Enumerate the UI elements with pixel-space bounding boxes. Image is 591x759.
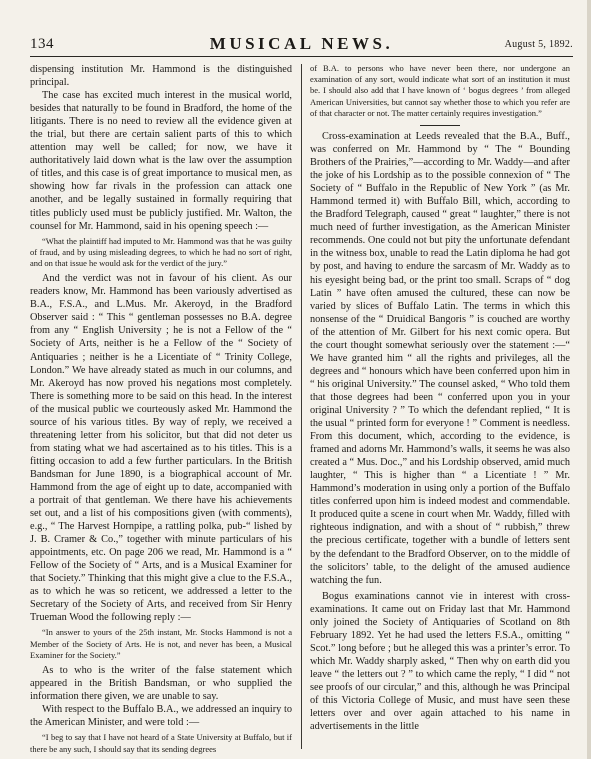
quotation: “What the plaintiff had imputed to Mr. Hammond was that he was guilty of fraud, and by using misleading degrees, to which he had no sort of right, and on that issue he would ask for the verdict of the jury.”	[30, 235, 292, 269]
paragraph: As to who is the writer of the false statement which appeared in the British Bandsman, or who supplied the information there given, we are unable to say.	[30, 665, 292, 703]
quotation: “In answer to yours of the 25th instant, Mr. Stocks Hammond is not a Member of the Society of Arts. He is not, and never has been, a Musical Examiner for the Society.”	[30, 627, 292, 660]
paragraph: And the verdict was not in favour of his client. As our readers know, Mr. Hammond has been variously advertised as B.A., F.S.A., and L.Mus. Mr. Akeroyd, in the Bradford Observer said : “ This “ gentleman possesses no B.A. degree from any “ English University ; he is not a Fellow of the “ Society of Arts, neither is he a Fellow of the “ Society of Antiquaries ; neither is he a Licentiate of “ Trinity College, London.” We have already stated as much in our columns, and Mr. Akeroyd has now proved his negations most completely. There is something more to be said on this head. In the interest of the musical public we courteously asked Mr. Hammond the source of his various titles. By way of reply, we received a threatening letter from his solicitor, but that did not deter us from stating what we had ascertained as to his titles. This is a fitting occasion to add a few further particulars. In the British Bandsman for June 1890, is a biographical account of Mr. Hammond from the age of eight up to date, accompanied with a portrait of that gentleman. We there have his achievements set out, and a list of his compositions given (with comments), e.g., “ The Harvest Hornpipe, a rattling polka, pub-“ lished by J. B. Cramer & Co.,” together with minute particulars of his appointments, etc. On page 206 we read, Mr. Hammond is a “ Fellow of the Society of “ Arts, and is a Musical Examiner for that Society.” Thinking that this might give a clue to the F.S.A., as to which he was so reticent, we addressed a letter to the Secretary of the Society of Arts, and received from Sir Henry Trueman Wood the following reply :—	[30, 273, 292, 624]
quotation: of B.A. to persons who have never been there, nor undergone an examination of any sort, would indicate what sort of an institution it must be. I should also add that I have known of ‘ bogus degrees ’ from alleged American Universities, but cannot say whether those to which you refer are of that character or not. The matter certainly requires investigation.”	[310, 63, 570, 118]
right-column	[310, 63, 570, 733]
page-number: 134	[30, 36, 54, 52]
page-edge	[587, 0, 591, 759]
section-separator	[420, 125, 460, 126]
paragraph: With respect to the Buffalo B.A., we addressed an inquiry to the American Minister, and were told :—	[30, 704, 292, 729]
quotation: “I beg to say that I have not heard of a State University at Buffalo, but if there be any such, I should say that its sending degrees	[30, 732, 292, 754]
paragraph: dispensing institution Mr. Hammond is the distinguished principal.	[30, 64, 292, 89]
page-header	[30, 34, 573, 57]
paragraph: Bogus examinations cannot vie in interest with cross-examinations. It came out on Friday last that Mr. Hammond only joined the Society of Antiquaries of Scotland on 8th February 1892. Yet he had used the letters F.S.A., omitting “ Scot.” long before ; but he alleged this was a printer’s error. To which Mr. Waddy sharply asked, “ Then why on earth did you leave “ the letters out ? ” to which came the reply, “ I did “ not see proofs of our circular,” and this, although he was Principal of this Victoria College of Music, and must have seen these letters over and over again attached to his name in advertisements in the little	[310, 590, 570, 733]
publication-title: MUSICAL NEWS.	[209, 34, 394, 53]
column-divider	[301, 64, 302, 749]
left-column	[30, 63, 292, 755]
issue-date: August 5, 1892.	[504, 39, 573, 50]
paragraph: The case has excited much interest in the musical world, besides that naturally to be found in Bradford, the home of the litigants. There is no need to review all the evidence given at the trial, but there are certain salient parts of this to which attention may well be called; for now, we have it authoritatively laid down what is the law over the assumption of titles, and this case is of great importance to musical men, as showing how far rivals in the profession can attack one another, and be legally sustained in formally requiring that titles publicly used must be publicly justified. Mr. Walton, the counsel for Mr. Hammond, said in his opening speech :—	[30, 90, 292, 232]
paragraph: Cross-examination at Leeds revealed that the B.A., Buff., was conferred on Mr. Hammond by “ The “ Bounding Brothers of the Prairies,”—according to Mr. Waddy—and after the joke of his Lordship as to the possible connexion of “ The Society of “ Buffalo in the Republic of New York ” (as Mr. Hammond termed it) with Buffalo Bill, which, according to the Bradford Telegraph, caused “ great “ laughter,” there is not much need of further investigation, as the American Minister recommends. One could not but pity the unfortunate defendant in the witness box, unable to read the Latin diploma he had got by post, and having to endure the sarcasm of Mr. Waddy as to his eyesight being bad, or the print too small. Scraps of “ dog Latin ” have often amused the cultured, these can now be varied by slices of Buffalo Latin. The terms in which this nonsense of the “ Druidical Bangoris ” is couched are worthy of the attention of Mr. Gilbert for his next comic opera. But the court thought somewhat seriously over the statement :—“ We have granted him “ all the rights and privileges, all the degrees and “ honours which have been conferred upon him in “ his original University.” The counsel asked, “ Who told them that those degrees had been “ conferred upon you in your original University ? ” To which the defendant replied, “ It is the usual “ printed form for everyone ! ” Comment is needless. From this document, which, according to the evidence, is framed and adorns Mr. Hammond’s walls, it seems he was also created a “ Mus. Doc.,” and his Lordship observed, amid much laughter, “ This is higher than “ a Licentiate ! ” Mr. Hammond’s moderation in using only a portion of the Buffalo titles conferred upon him is indeed modest and commendable. It produced quite a scene in court when Mr. Waddy, filled with righteous indignation, and with a shout of “ rubbish,” threw the precious certificate, together with a bundle of letters sent by the defendant to the Bradford Observer, on to the middle of the solicitors’ table, to the delight of the amused audience watching the fun.	[310, 131, 570, 586]
